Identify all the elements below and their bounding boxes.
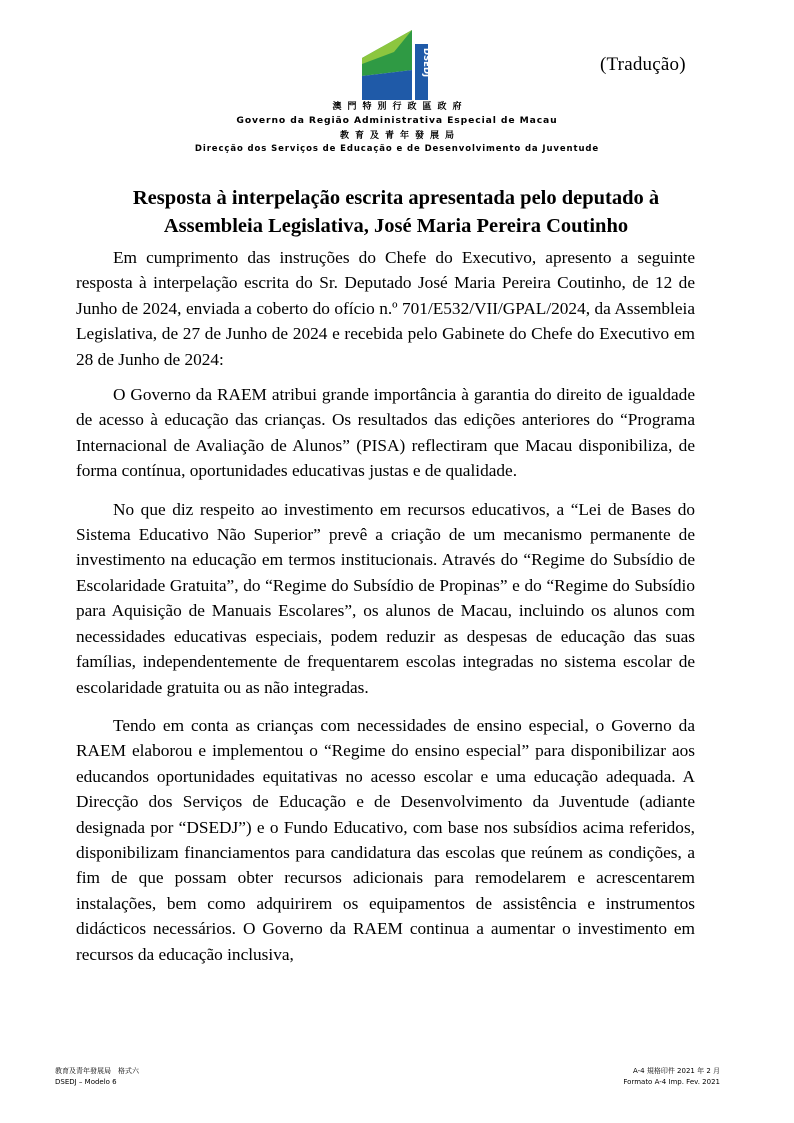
footer-format-portuguese: Formato A-4 Imp. Fev. 2021 xyxy=(623,1078,720,1086)
footer-left xyxy=(55,1066,139,1088)
paragraph: No que diz respeito ao investimento em recursos educativos, a “Lei de Bases do Sistema Educativo Não Superior” prevê a criação de um mecanismo permanente de investimento na educação em termos institucionais. Através do “Regime do Subsídio de Escolaridade Gratuita”, do “Regime do Subsídio de Propinas” e do “Regime do Subsídio para Aquisição de Manuais Escolares”, os alunos de Macau, incluindo os alunos com necessidades educativas especiais, podem reduzir as despesas de educação das suas famílias, independentemente de frequentarem escolas integradas no sistema escolar de escolaridade gratuita ou as não integradas. xyxy=(76,499,695,697)
government-name-portuguese: Governo da Região Administrativa Especial de Macau xyxy=(236,115,558,126)
department-name-chinese: 教育及青年發展局 xyxy=(339,131,460,142)
title-line-2: Assembleia Legislativa, José Maria Pereira Coutinho xyxy=(163,215,629,237)
footer-format-chinese: A-4 規格印件 2021 年 2 月 xyxy=(632,1067,720,1075)
document-header xyxy=(0,103,794,154)
dsedj-logo-icon xyxy=(362,30,432,102)
footer-form-chinese: 教育及青年發展局 格式六 xyxy=(55,1067,139,1075)
paragraph: O Governo da RAEM atribui grande importância à garantia do direito de igualdade de acesso à educação das crianças. Os resultados das edições anteriores do “Programa Internacional de Avaliação de Alunos” (PISA) reflectiram que Macau disponibiliza, de forma contínua, oportunidades educativas justas e de qualidade. xyxy=(76,385,695,481)
logo-text: DSEDJ xyxy=(421,48,431,78)
department-name-portuguese: Direcção dos Serviços de Educação e de Desenvolvimento da Juventude xyxy=(194,144,600,155)
translation-note: (Tradução) xyxy=(600,54,686,75)
footer-right xyxy=(623,1066,720,1088)
government-name-chinese: 澳門特別行政區政府 xyxy=(332,102,468,112)
paragraph: Em cumprimento das instruções do Chefe do Executivo, apresento a seguinte resposta à interpelação escrita do Sr. Deputado José Maria Pereira Coutinho, de 12 de Junho de 2024, enviada a coberto do ofício n.º 701/E532/VII/GPAL/2024, da Assembleia Legislativa, de 27 de Junho de 2024 e recebida pelo Gabinete do Chefe do Executivo em 28 de Junho de 2024: xyxy=(76,248,695,369)
footer-form-portuguese: DSEDJ – Modelo 6 xyxy=(55,1078,117,1086)
title-line-1: Resposta à interpelação escrita apresentada pelo deputado à xyxy=(132,187,660,209)
document-body xyxy=(76,245,695,977)
paragraph: Tendo em conta as crianças com necessidades de ensino especial, o Governo da RAEM elaborou e implementou o “Regime do ensino especial” para disponibilizar aos educandos oportunidades equitativas no acesso escolar e uma educação adequada. A Direcção dos Serviços de Educação e de Desenvolvimento da Juventude (adiante designada por “DSEDJ”) e o Fundo Educativo, com base nos subsídios acima referidos, disponibilizam financiamentos para candidatura das escolas que reúnem as condições, a fim de que possam obter recursos adicionais para remodelarem e acrescentarem instalações, bem como adquirirem os equipamentos de assistência e instrumentos didácticos necessários. O Governo da RAEM continua a aumentar o investimento em recursos da educação inclusiva, xyxy=(76,715,695,964)
document-title xyxy=(76,184,716,240)
